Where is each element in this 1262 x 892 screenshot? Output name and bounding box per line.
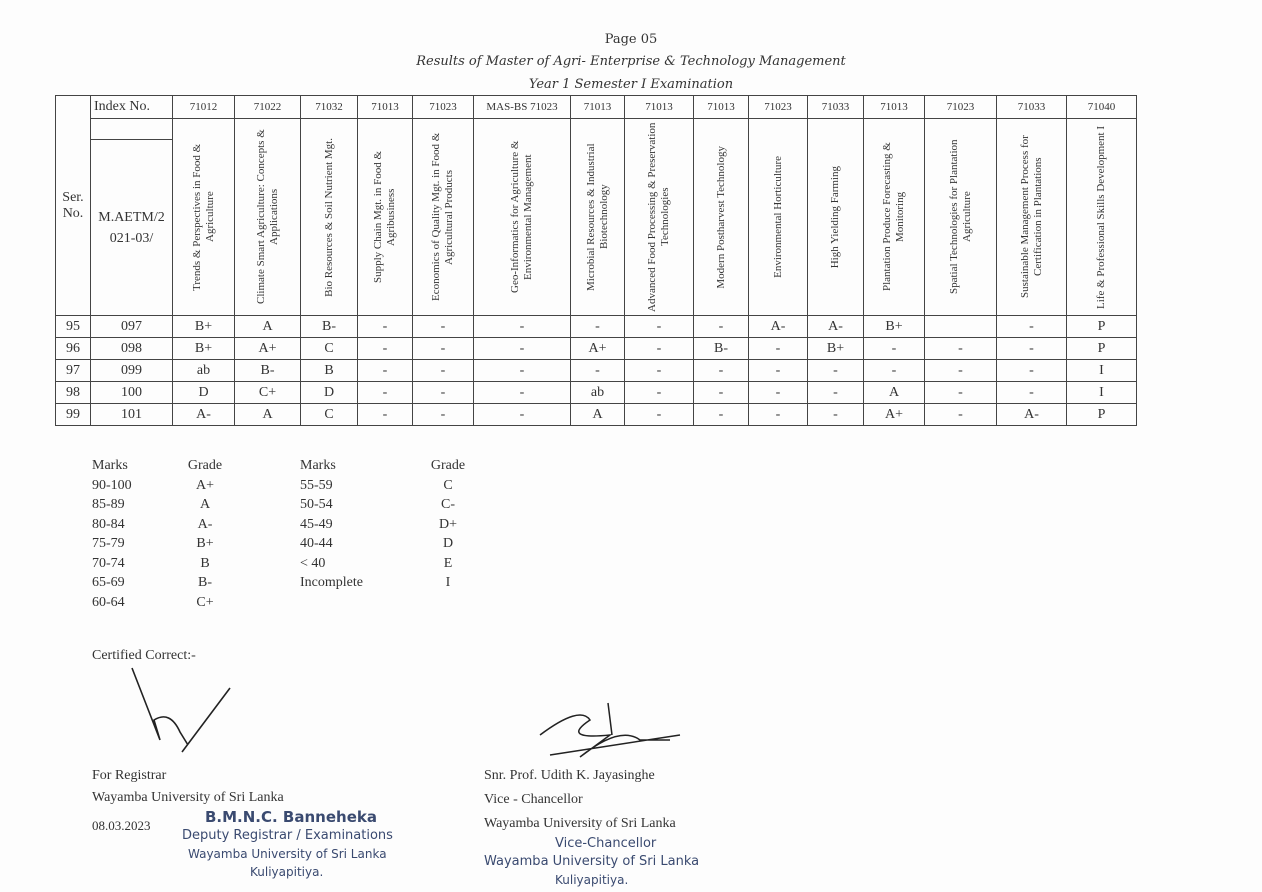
grade-cell: - <box>997 316 1067 338</box>
index-no: 101 <box>91 404 173 426</box>
registrar-line1: For Registrar <box>92 768 167 783</box>
course-name-cell <box>235 119 301 316</box>
index-prefix: M.AETM/2 021-03/ <box>91 140 173 316</box>
grade-cell: A- <box>808 316 864 338</box>
grade-cell: - <box>625 404 694 426</box>
grade-cell: - <box>571 316 625 338</box>
course-name-cell <box>474 119 571 316</box>
grade-cell: - <box>625 382 694 404</box>
legend-header: Grade <box>430 458 466 473</box>
legend-grade: C- <box>441 497 455 512</box>
course-name-cell <box>413 119 474 316</box>
grade-cell: C <box>301 338 358 360</box>
course-name: Geo-Informatics for Agriculture & Environmental Management <box>509 140 534 294</box>
grade-cell: - <box>749 338 808 360</box>
course-code-row <box>56 96 1137 119</box>
legend-col1-marks <box>92 456 132 612</box>
stamp-place: Kuliyapitiya. <box>250 865 324 879</box>
grade-cell: B+ <box>864 316 925 338</box>
legend-marks: 60-64 <box>92 594 125 610</box>
stamp-name: B.M.N.C. Banneheka <box>205 808 377 826</box>
registrar-date: 08.03.2023 <box>92 818 151 833</box>
grade-cell: - <box>474 338 571 360</box>
grade-cell: I <box>1067 360 1137 382</box>
course-name: Plantation Produce Forecasting & Monitoring <box>881 142 906 292</box>
legend-col1-grades <box>185 456 225 612</box>
course-code: 71013 <box>625 96 694 119</box>
course-name-cell <box>925 119 997 316</box>
grade-cell: - <box>358 404 413 426</box>
grade-cell: - <box>625 360 694 382</box>
course-code: 71033 <box>808 96 864 119</box>
grade-cell: - <box>413 382 474 404</box>
grade-cell: - <box>997 338 1067 360</box>
course-name-cell <box>571 119 625 316</box>
registrar-signature <box>120 660 250 760</box>
legend-marks: 80-84 <box>92 516 125 532</box>
legend-grade: C <box>443 477 453 493</box>
course-name-cell <box>1067 119 1137 316</box>
grade-cell: B+ <box>173 338 235 360</box>
ser-no: 98 <box>56 382 91 404</box>
grade-cell: P <box>1067 338 1137 360</box>
legend-marks: 40-44 <box>300 536 333 551</box>
grade-cell: - <box>413 360 474 382</box>
index-no: 099 <box>91 360 173 382</box>
legend-grade: D <box>442 536 454 551</box>
vc-univ: Wayamba University of Sri Lanka <box>484 816 676 831</box>
subtitle-text: Year 1 Semester I Examination <box>528 77 734 92</box>
course-name: Trends & Perspectives in Food & Agriculture <box>190 143 216 291</box>
grade-cell: - <box>864 338 925 360</box>
legend-marks: 65-69 <box>92 575 125 590</box>
grade-cell: - <box>694 360 749 382</box>
course-name-cell <box>358 119 413 316</box>
legend-marks: < 40 <box>300 555 326 571</box>
grade-cell: - <box>625 316 694 338</box>
course-name: Bio Resources & Soil Nutrient Mgt. <box>322 137 335 297</box>
course-code: 71022 <box>235 96 301 119</box>
grade-cell: - <box>358 382 413 404</box>
grade-cell: - <box>808 360 864 382</box>
course-code: 71013 <box>571 96 625 119</box>
grade-cell: - <box>413 316 474 338</box>
grade-cell: I <box>1067 382 1137 404</box>
grade-cell: ab <box>571 382 625 404</box>
index-blank-cell <box>91 119 173 140</box>
course-name: Sustainable Management Process for Certification in Plantations <box>1018 135 1044 299</box>
legend-marks: 45-49 <box>300 516 333 532</box>
course-code: 71023 <box>749 96 808 119</box>
course-name-cell <box>997 119 1067 316</box>
course-name-cell <box>694 119 749 316</box>
grade-cell: B+ <box>808 338 864 360</box>
stamp-title: Deputy Registrar / Examinations <box>182 828 393 843</box>
grade-cell: C+ <box>235 382 301 404</box>
course-name: Life & Professional Skills Development I <box>1095 125 1107 309</box>
grade-cell: - <box>997 360 1067 382</box>
grade-cell: A- <box>997 404 1067 426</box>
legend-header: Marks <box>300 458 336 473</box>
ser-no: 95 <box>56 316 91 338</box>
legend-grade: B+ <box>196 536 214 551</box>
ser-no-header: Ser. No. <box>56 96 91 316</box>
legend-marks: 50-54 <box>300 497 333 512</box>
grade-cell: B- <box>301 316 358 338</box>
grade-cell: P <box>1067 404 1137 426</box>
grade-cell: A+ <box>864 404 925 426</box>
grade-cell: B- <box>235 360 301 382</box>
table-row <box>56 360 1137 382</box>
grade-cell: C <box>301 404 358 426</box>
results-table <box>55 95 1137 426</box>
grade-cell: - <box>413 404 474 426</box>
grade-cell: - <box>571 360 625 382</box>
certified-label: Certified Correct:- <box>92 648 196 663</box>
grade-cell: - <box>474 404 571 426</box>
grade-cell: - <box>925 404 997 426</box>
course-code: 71033 <box>997 96 1067 119</box>
grade-cell: A- <box>749 316 808 338</box>
grade-cell: - <box>808 382 864 404</box>
index-no-header: Index No. <box>91 96 173 119</box>
course-code: MAS-BS 71023 <box>474 96 571 119</box>
course-code: 71032 <box>301 96 358 119</box>
legend-grade: A <box>199 497 211 512</box>
legend-grade: B- <box>198 575 212 590</box>
ser-no: 96 <box>56 338 91 360</box>
course-name-cell <box>625 119 694 316</box>
page-number-text: Page 05 <box>604 32 658 47</box>
grade-cell: D <box>173 382 235 404</box>
grade-cell: A <box>571 404 625 426</box>
grade-cell: - <box>694 382 749 404</box>
legend-grade: E <box>443 555 453 571</box>
index-no: 097 <box>91 316 173 338</box>
grade-cell: A <box>235 404 301 426</box>
table-row <box>56 404 1137 426</box>
legend-marks: 70-74 <box>92 555 125 571</box>
legend-header: Grade <box>187 458 223 473</box>
title-text: Results of Master of Agri- Enterprise & Technology Management <box>416 54 846 69</box>
course-name-row <box>56 119 1137 140</box>
table-row <box>56 382 1137 404</box>
grade-cell: - <box>749 404 808 426</box>
grade-cell: A+ <box>571 338 625 360</box>
vc-stamp-title: Vice-Chancellor <box>555 836 657 851</box>
course-name: Environmental Horticulture <box>771 156 784 278</box>
course-name-cell <box>808 119 864 316</box>
table-row <box>56 338 1137 360</box>
course-name-cell <box>173 119 235 316</box>
grade-cell: - <box>358 360 413 382</box>
grade-cell: - <box>358 338 413 360</box>
vc-title: Vice - Chancellor <box>484 792 583 807</box>
document-title <box>0 54 1262 69</box>
course-code: 71013 <box>358 96 413 119</box>
course-code: 71013 <box>694 96 749 119</box>
grade-cell: ab <box>173 360 235 382</box>
course-name: Advanced Food Processing & Preservation Technologies <box>646 122 671 312</box>
grade-cell: - <box>694 316 749 338</box>
registrar-line2: Wayamba University of Sri Lanka <box>92 790 284 805</box>
grade-cell: B+ <box>173 316 235 338</box>
grade-cell: A <box>235 316 301 338</box>
legend-marks: 55-59 <box>300 477 333 493</box>
vc-stamp-place: Kuliyapitiya. <box>555 873 629 887</box>
grade-cell: A- <box>173 404 235 426</box>
grade-cell: - <box>749 382 808 404</box>
course-code: 71040 <box>1067 96 1137 119</box>
vc-stamp-univ: Wayamba University of Sri Lanka <box>484 854 700 869</box>
index-no: 100 <box>91 382 173 404</box>
course-code: 71023 <box>925 96 997 119</box>
grade-cell: D <box>301 382 358 404</box>
grade-cell: - <box>864 360 925 382</box>
grade-cell: P <box>1067 316 1137 338</box>
legend-col2-marks <box>300 456 363 593</box>
grade-cell: - <box>749 360 808 382</box>
course-name: Supply Chain Mgt. in Food & Agribusiness <box>372 150 397 284</box>
legend-marks: 85-89 <box>92 497 125 512</box>
vc-name: Snr. Prof. Udith K. Jayasinghe <box>484 768 655 783</box>
course-name-cell <box>749 119 808 316</box>
grade-cell: B- <box>694 338 749 360</box>
legend-grade: I <box>445 575 451 590</box>
grade-cell: - <box>474 360 571 382</box>
legend-marks: 75-79 <box>92 536 125 551</box>
legend-grade: B <box>200 555 210 571</box>
course-name: Economics of Quality Mgt. in Food & Agricultural Products <box>430 132 455 302</box>
course-name-cell <box>864 119 925 316</box>
grade-cell: - <box>358 316 413 338</box>
index-no: 098 <box>91 338 173 360</box>
grade-cell: - <box>925 360 997 382</box>
course-name: Climate Smart Agriculture: Concepts & Applications <box>254 129 280 305</box>
course-name: High Yielding Farming <box>829 165 841 269</box>
legend-col2-grades <box>428 456 468 593</box>
grade-cell: - <box>625 338 694 360</box>
grade-cell: A <box>864 382 925 404</box>
legend-marks: 90-100 <box>92 477 132 493</box>
legend-header: Marks <box>92 458 128 473</box>
legend-marks: Incomplete <box>300 575 363 590</box>
ser-no: 97 <box>56 360 91 382</box>
course-code: 71013 <box>864 96 925 119</box>
course-name: Modern Postharvest Technology <box>714 145 727 289</box>
course-name: Spatial Technologies for Plantation Agriculture <box>947 139 973 295</box>
grade-cell: - <box>474 382 571 404</box>
grade-cell <box>925 316 997 338</box>
grade-cell: - <box>925 382 997 404</box>
ser-no: 99 <box>56 404 91 426</box>
course-code: 71012 <box>173 96 235 119</box>
grade-cell: - <box>925 338 997 360</box>
course-code: 71023 <box>413 96 474 119</box>
legend-grade: D+ <box>438 516 457 532</box>
grade-cell: - <box>997 382 1067 404</box>
grade-cell: - <box>413 338 474 360</box>
course-name-cell <box>301 119 358 316</box>
document-subtitle <box>0 77 1262 92</box>
grade-cell: - <box>694 404 749 426</box>
legend-grade: A+ <box>195 477 214 493</box>
legend-grade: A- <box>197 516 213 532</box>
page-number <box>0 32 1262 47</box>
grade-cell: A+ <box>235 338 301 360</box>
grade-cell: - <box>474 316 571 338</box>
grade-cell: - <box>808 404 864 426</box>
legend-grade: C+ <box>196 594 214 610</box>
stamp-univ: Wayamba University of Sri Lanka <box>188 847 387 861</box>
grade-cell: B <box>301 360 358 382</box>
table-row <box>56 316 1137 338</box>
vc-signature <box>520 695 690 763</box>
course-name: Microbial Resources & Industrial Biotechnology <box>584 143 610 291</box>
